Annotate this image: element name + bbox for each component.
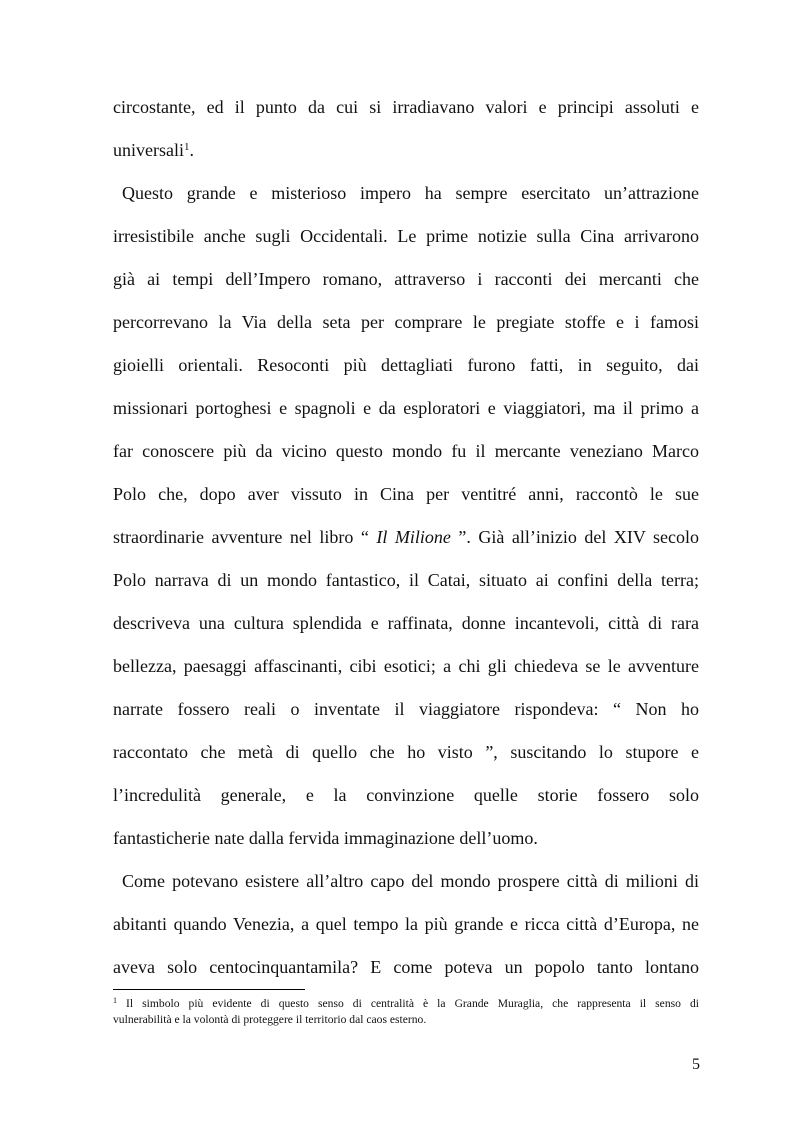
text-line-19 <box>113 860 699 903</box>
text-line-3 <box>113 172 699 215</box>
text-line-2-main: universali <box>113 140 184 160</box>
text-line-11 <box>113 516 699 559</box>
footnote-reference: 1 <box>183 141 190 153</box>
text-line-21: aveva solo centocinquantamila? E come poteva un popolo tanto lontano <box>113 957 699 977</box>
footnote-marker: 1 <box>113 996 117 1005</box>
text-line-6: percorrevano la Via della seta per comprare le pregiate stoffe e i famosi <box>113 312 699 332</box>
page-number: 5 <box>692 1056 700 1073</box>
text-line-19-text: Come potevano esistere all’altro capo del mondo prospere città di milioni di <box>122 871 699 891</box>
text-line-2-suffix: . <box>189 140 194 160</box>
footnote <box>113 996 699 1028</box>
text-line-11-suffix: ”. Già all’inizio del XIV secolo <box>458 527 699 547</box>
text-line-2 <box>113 129 699 172</box>
footnote-divider <box>113 989 305 990</box>
text-line-10: Polo che, dopo aver vissuto in Cina per ventitré anni, raccontò le sue <box>113 484 699 504</box>
text-line-3-text: Questo grande e misterioso impero ha sempre esercitato un’attrazione <box>122 183 699 203</box>
text-line-14: bellezza, paesaggi affascinanti, cibi esotici; a chi gli chiedeva se le avventure <box>113 656 699 676</box>
book-title: Il Milione <box>376 527 451 547</box>
body-text <box>113 86 699 989</box>
text-line-9: far conoscere più da vicino questo mondo fu il mercante veneziano Marco <box>113 441 699 461</box>
text-line-20: abitanti quando Venezia, a quel tempo la più grande e ricca città d’Europa, ne <box>113 914 699 934</box>
footnote-line-1 <box>113 996 699 1012</box>
text-line-16: raccontato che metà di quello che ho visto ”, suscitando lo stupore e <box>113 742 699 762</box>
text-line-4: irresistibile anche sugli Occidentali. Le prime notizie sulla Cina arrivarono <box>113 226 699 246</box>
text-line-1: circostante, ed il punto da cui si irradiavano valori e principi assoluti e <box>113 97 699 117</box>
footnote-line-2: vulnerabilità e la volontà di proteggere il territorio dal caos esterno. <box>113 1013 427 1026</box>
text-line-13: descriveva una cultura splendida e raffinata, donne incantevoli, città di rara <box>113 613 699 633</box>
text-line-12: Polo narrava di un mondo fantastico, il Catai, situato ai confini della terra; <box>113 570 699 590</box>
text-line-15: narrate fossero reali o inventate il viaggiatore rispondeva: “ Non ho <box>113 699 699 719</box>
text-line-17: l’incredulità generale, e la convinzione quelle storie fossero solo <box>113 785 699 805</box>
text-line-8: missionari portoghesi e spagnoli e da esploratori e viaggiatori, ma il primo a <box>113 398 699 418</box>
text-line-7: gioielli orientali. Resoconti più dettagliati furono fatti, in seguito, dai <box>113 355 699 375</box>
text-line-5: già ai tempi dell’Impero romano, attraverso i racconti dei mercanti che <box>113 269 699 289</box>
footnote-line-1-text: Il simbolo più evidente di questo senso di centralità è la Grande Muraglia, che rappresenta il senso di <box>126 997 699 1010</box>
text-line-18: fantasticherie nate dalla fervida immaginazione dell’uomo. <box>113 828 538 848</box>
text-line-11-main: straordinarie avventure nel libro “ <box>113 527 369 547</box>
